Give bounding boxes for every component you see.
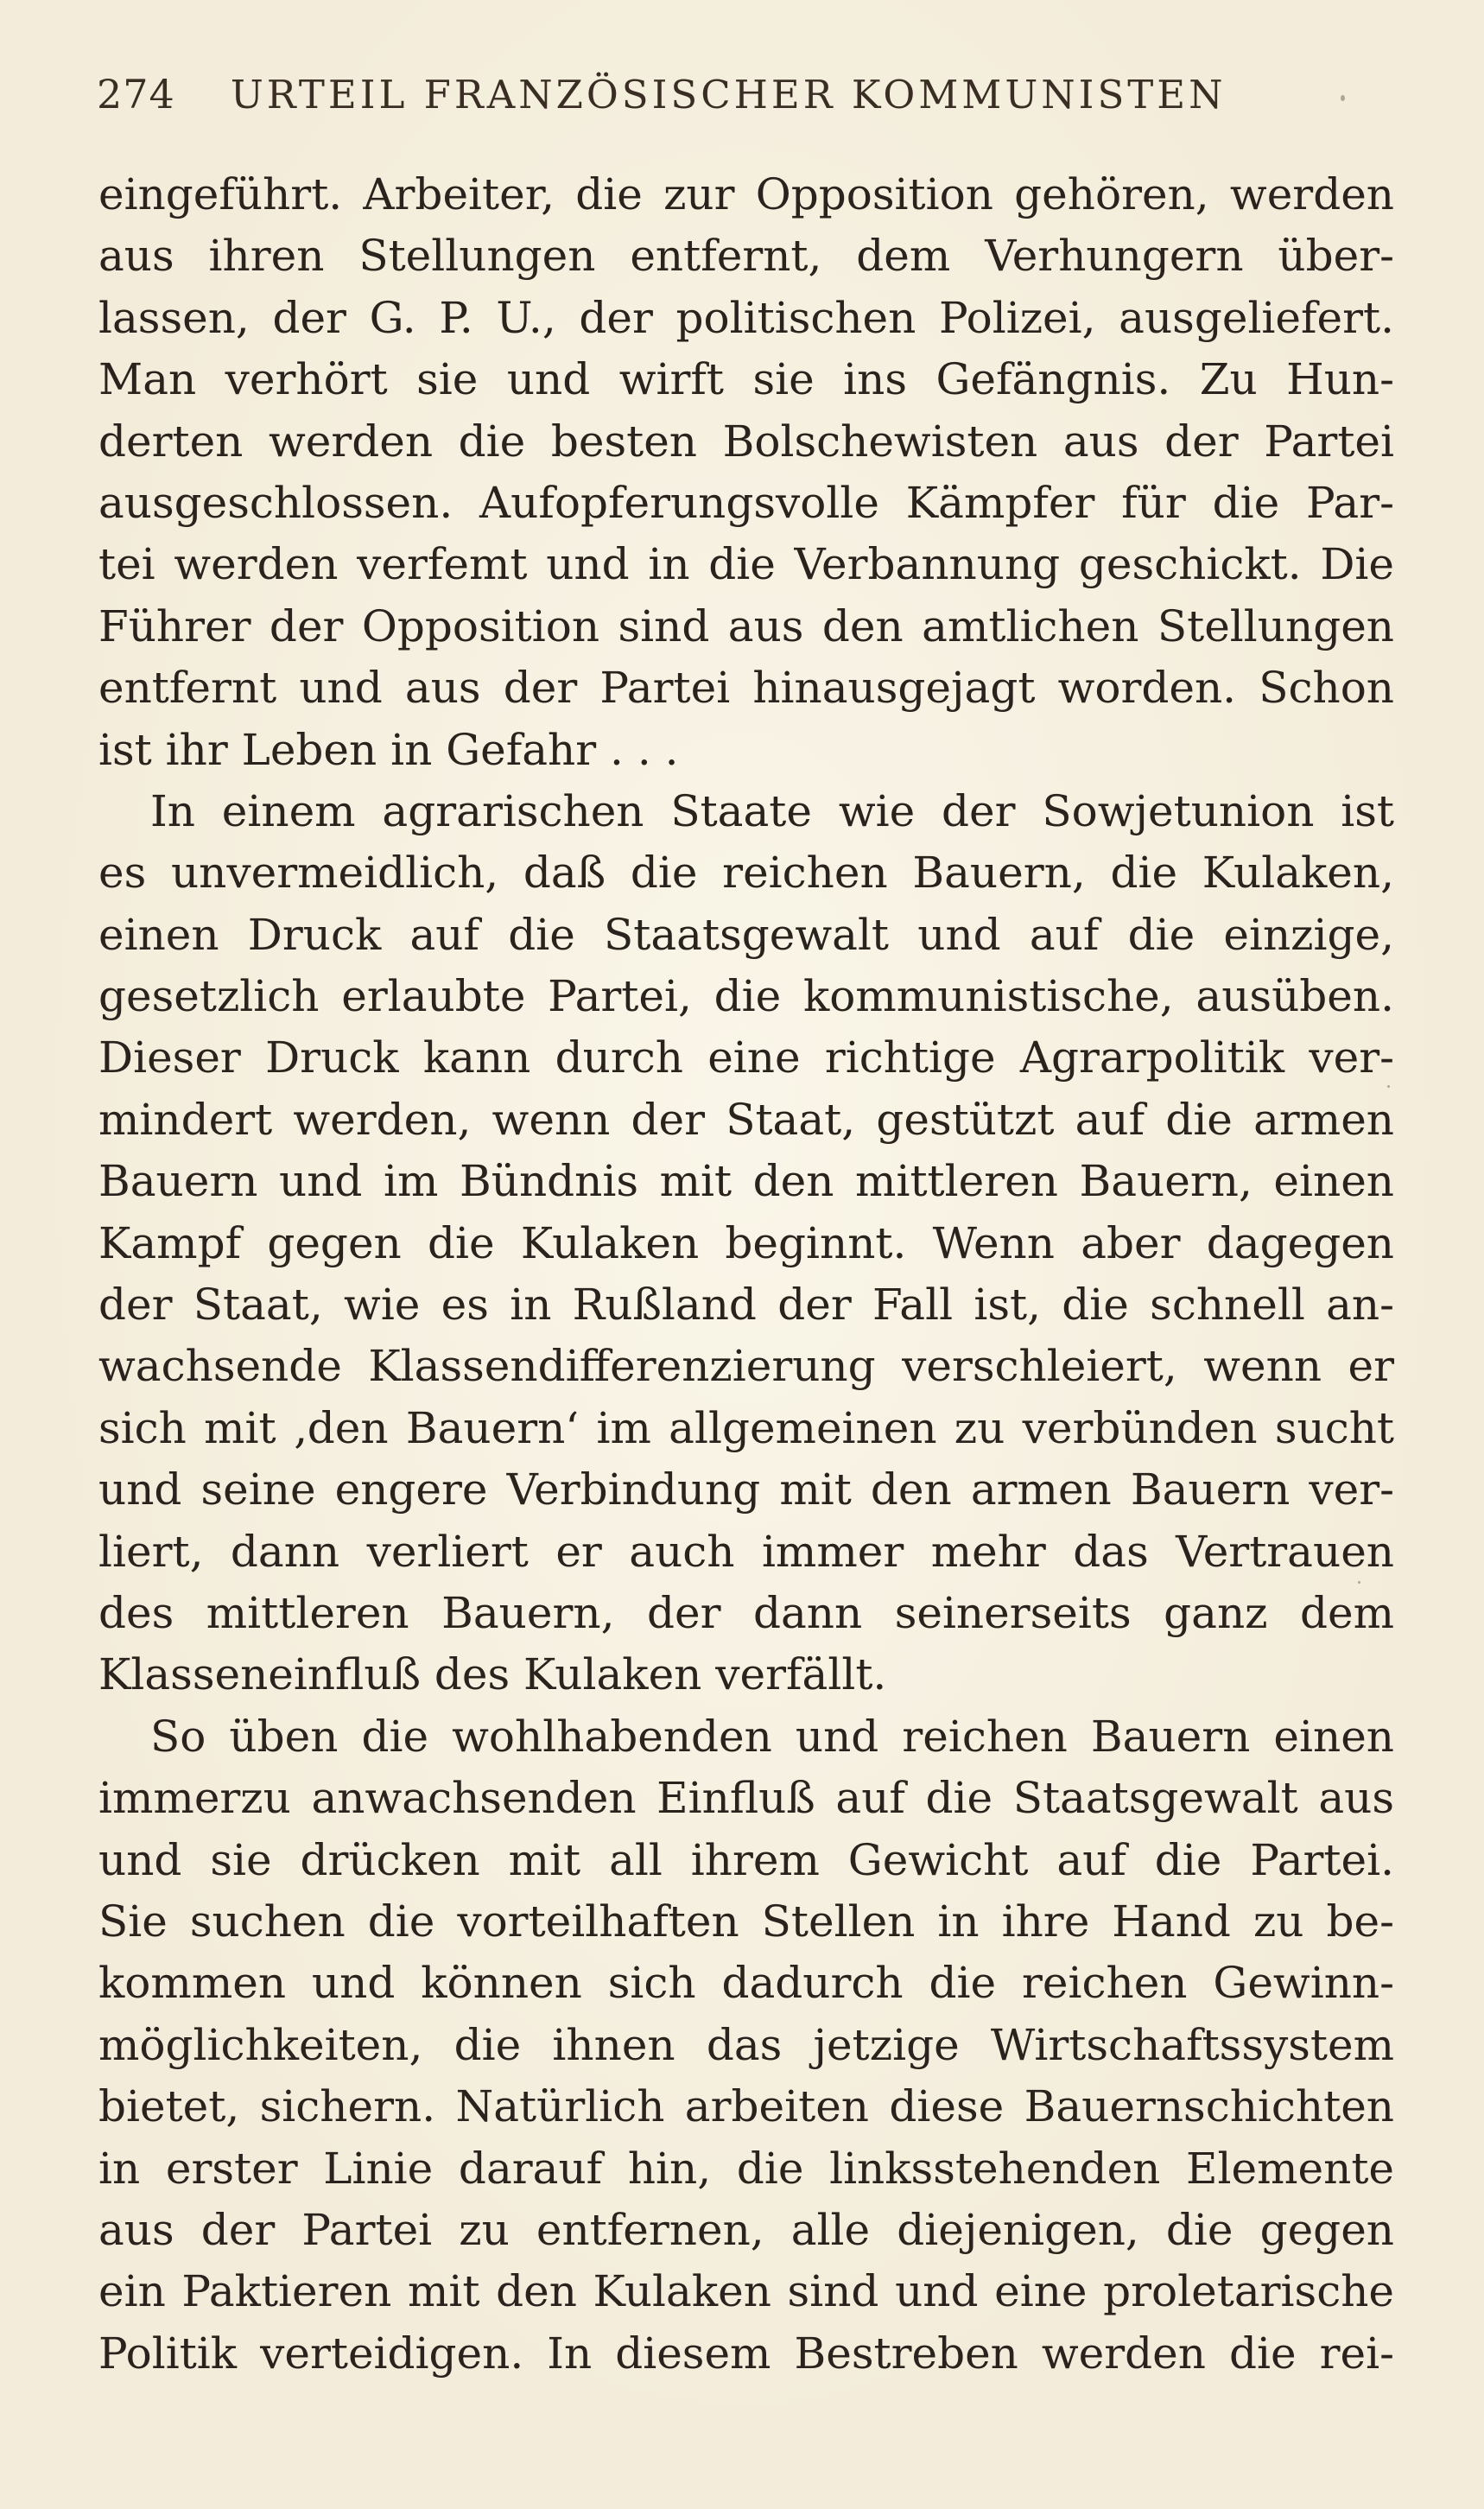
text-line: So üben die wohlhabenden und reichen Bauern einen bbox=[150, 1711, 1394, 1762]
text-line: Kampf gegen die Kulaken beginnt. Wenn aber dagegen bbox=[98, 1217, 1394, 1268]
text-line: Politik verteidigen. In diesem Bestreben werden die rei- bbox=[98, 2328, 1394, 2379]
paper-speck bbox=[1387, 1085, 1390, 1088]
body-text bbox=[98, 164, 1394, 2385]
paper-speck bbox=[1358, 1581, 1360, 1584]
text-line: Sie suchen die vorteilhaften Stellen in ihre Hand zu be- bbox=[98, 1896, 1394, 1947]
text-line: und seine engere Verbindung mit den armen Bauern ver- bbox=[98, 1464, 1394, 1515]
text-line: des mittleren Bauern, der dann seinerseits ganz dem bbox=[98, 1587, 1394, 1638]
text-line: in erster Linie darauf hin, die linksstehenden Elemente bbox=[98, 2143, 1394, 2194]
text-line: ausgeschlossen. Aufopferungsvolle Kämpfer für die Par- bbox=[98, 477, 1394, 528]
page-number: 274 bbox=[97, 71, 175, 118]
text-line: eingeführt. Arbeiter, die zur Opposition gehören, werden bbox=[98, 169, 1394, 219]
text-line: derten werden die besten Bolschewisten aus der Partei bbox=[98, 416, 1394, 467]
text-line: Führer der Opposition sind aus den amtlichen Stellungen bbox=[98, 600, 1394, 651]
text-line: aus der Partei zu entfernen, alle diejenigen, die gegen bbox=[98, 2204, 1394, 2255]
text-line: gesetzlich erlaubte Partei, die kommunistische, ausüben. bbox=[98, 971, 1394, 1022]
text-line: Klasseneinfluß des Kulaken verfällt. bbox=[98, 1649, 887, 1700]
text-line: mindert werden, wenn der Staat, gestützt auf die armen bbox=[98, 1094, 1394, 1145]
text-line: Man verhört sie und wirft sie ins Gefängnis. Zu Hun- bbox=[98, 354, 1394, 405]
text-line: entfernt und aus der Partei hinausgejagt worden. Schon bbox=[98, 663, 1394, 714]
text-line: es unvermeidlich, daß die reichen Bauern, die Kulaken, bbox=[98, 848, 1394, 899]
text-line: Dieser Druck kann durch eine richtige Agrarpolitik ver- bbox=[98, 1032, 1394, 1083]
text-line: aus ihren Stellungen entfernt, dem Verhungern über- bbox=[98, 231, 1394, 282]
text-line: wachsende Klassendifferenzierung verschleiert, wenn er bbox=[98, 1341, 1394, 1392]
paper-speck bbox=[1341, 95, 1345, 101]
text-line: ein Paktieren mit den Kulaken sind und eine proletarische bbox=[98, 2266, 1394, 2317]
text-line: und sie drücken mit all ihrem Gewicht auf die Partei. bbox=[98, 1834, 1394, 1885]
running-header bbox=[97, 71, 1392, 131]
text-line: Bauern und im Bündnis mit den mittleren Bauern, einen bbox=[98, 1156, 1394, 1207]
text-line: In einem agrarischen Staate wie der Sowjetunion ist bbox=[150, 785, 1394, 836]
text-line: bietet, sichern. Natürlich arbeiten diese Bauernschichten bbox=[98, 2081, 1394, 2132]
paragraph bbox=[98, 164, 1394, 781]
text-line: tei werden verfemt und in die Verbannung geschickt. Die bbox=[98, 539, 1394, 590]
text-line: liert, dann verliert er auch immer mehr das Vertrauen bbox=[98, 1526, 1394, 1577]
text-line: ist ihr Leben in Gefahr . . . bbox=[98, 724, 679, 775]
text-line: einen Druck auf die Staatsgewalt und auf die einzige, bbox=[98, 909, 1394, 960]
text-line: kommen und können sich dadurch die reichen Gewinn- bbox=[98, 1958, 1394, 2009]
text-line: sich mit ‚den Bauern‘ im allgemeinen zu verbünden sucht bbox=[98, 1402, 1394, 1453]
text-line: der Staat, wie es in Rußland der Fall ist, die schnell an- bbox=[98, 1280, 1394, 1331]
text-line: immerzu anwachsenden Einfluß auf die Staatsgewalt aus bbox=[98, 1773, 1394, 1824]
running-title: URTEIL FRANZÖSISCHER KOMMUNISTEN bbox=[230, 72, 1227, 118]
text-line: lassen, der G. P. U., der politischen Polizei, ausgeliefert. bbox=[98, 292, 1394, 343]
paragraph bbox=[98, 781, 1394, 1706]
text-line: möglichkeiten, die ihnen das jetzige Wirtschaftssystem bbox=[98, 2019, 1394, 2070]
paragraph bbox=[98, 1706, 1394, 2385]
